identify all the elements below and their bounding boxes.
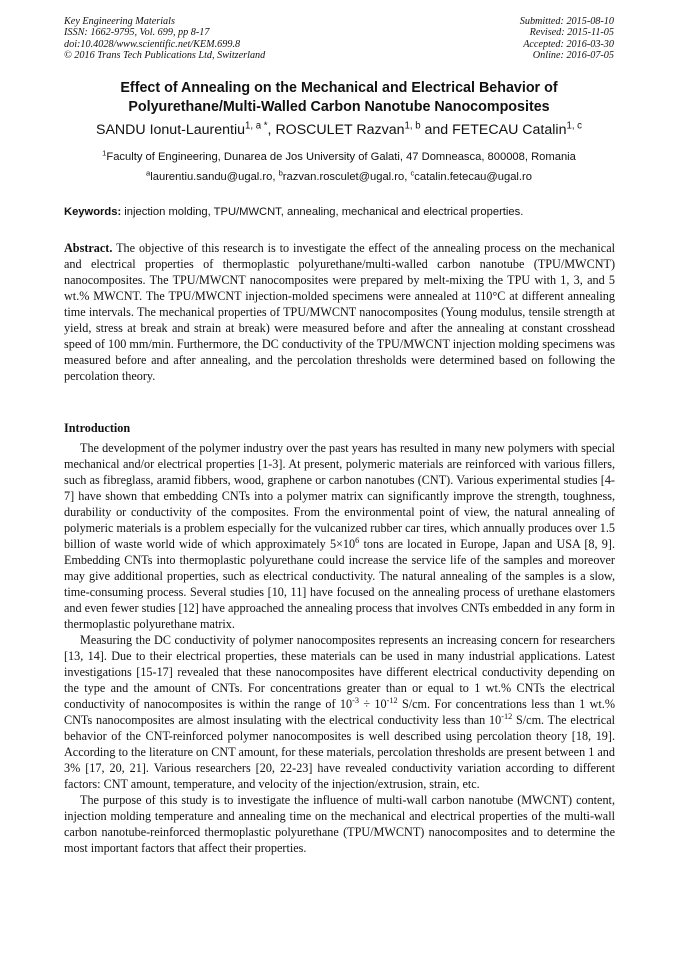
- journal-info: [64, 16, 265, 62]
- email-a-mark: a: [146, 168, 151, 178]
- author-2-affil: 1, b: [404, 120, 421, 132]
- intro-p2-text-d: S/cm. The electrical behavior of the CNT-reinforced polymer nanocomposites is well described using percolation theory [18, 19]. According to the literature on CNT amount, for these materials, percolation thresholds are present between 1 and 3% [17, 20, 21]. Various researchers [20, 22-23] have revealed conductivity variation according to different factors: CNT amount, temperature, and velocity of the injection/extrusion, strain, etc.: [64, 713, 615, 791]
- journal-copyright: © 2016 Trans Tech Publications Ltd, Switzerland: [64, 50, 266, 62]
- keywords-text: injection molding, TPU/MWCNT, annealing, mechanical and electrical properties.: [121, 206, 524, 218]
- introduction-body: [64, 440, 615, 856]
- email-c-mark: c: [410, 168, 415, 178]
- date-submitted: Submitted: 2015-08-10: [519, 16, 614, 27]
- abstract: [64, 240, 615, 384]
- date-online: Online: 2016-07-05: [532, 50, 614, 62]
- intro-p1-exponent: 6: [355, 535, 360, 545]
- affiliation: [40, 150, 638, 164]
- email-b-mark: b: [278, 168, 283, 178]
- journal-issn: ISSN: 1662-9795, Vol. 699, pp 8-17: [64, 27, 210, 39]
- author-1: SANDU Ionut-Laurentiu: [95, 122, 246, 138]
- date-accepted: Accepted: 2016-03-30: [523, 38, 614, 50]
- journal-name: Key Engineering Materials: [64, 16, 175, 27]
- author-2: ROSCULET Razvan: [275, 122, 405, 138]
- title-line-1: Effect of Annealing on the Mechanical and Electrical Behavior of: [120, 80, 558, 96]
- affiliation-text: Faculty of Engineering, Dunarea de Jos University of Galati, 47 Domneasca, 800008, Romania: [106, 151, 576, 163]
- date-revised: Revised: 2015-11-05: [529, 27, 614, 39]
- intro-paragraph-2: [64, 632, 615, 792]
- abstract-label: Abstract.: [64, 241, 113, 255]
- author-list: [40, 121, 638, 139]
- intro-paragraph-3: The purpose of this study is to investigate the influence of multi-wall carbon nanotube (MWCNT) content, injection molding temperature and annealing time on the mechanical and electrical properties of the multi-wall carbon nanotube-reinforced thermoplastic polyurethane (TPU/MWCNT) nanocomposites and to determine the most important factors that affect their properties.: [64, 793, 615, 855]
- intro-p2-exponent-3: -12: [501, 711, 513, 721]
- email-b[interactable]: razvan.rosculet@ugal.ro,: [282, 171, 411, 183]
- author-separator-2: and: [420, 122, 453, 138]
- email-a[interactable]: laurentiu.sandu@ugal.ro,: [150, 171, 279, 183]
- author-3: FETECAU Catalin: [452, 122, 567, 138]
- affiliation-mark: 1: [102, 148, 107, 158]
- intro-p2-exponent-1: -3: [352, 695, 359, 705]
- intro-p2-text-c: S/cm. For concentrations less than 1 wt.% CNTs nanocomposites are almost insulating with the electrical conductivity less than 10: [64, 697, 615, 727]
- author-separator-1: ,: [267, 122, 276, 138]
- intro-p2-exponent-2: -12: [386, 695, 398, 705]
- intro-p2-text-b: ÷ 10: [358, 697, 387, 711]
- intro-p2-text-a: Measuring the DC conductivity of polymer nanocomposites represents an increasing concern for researchers [13, 14]. Due to their electrical properties, these materials can be used in many industrial applications. Latest investigations [15-17] revealed that these nanocomposites have different electrical conductivity depending on the type and the amount of CNTs. For concentrations greater than or equal to 1 wt.% CNTs the electrical conductivity of nanocomposites is within the range of 10: [64, 633, 615, 711]
- keywords: [64, 205, 614, 219]
- publication-dates: [520, 16, 614, 62]
- keywords-label: Keywords:: [64, 206, 122, 218]
- email-c[interactable]: catalin.fetecau@ugal.ro: [414, 171, 532, 183]
- intro-p1-text-b: tons are located in Europe, Japan and USA [8, 9]. Embedding CNTs into thermoplastic polyurethane could increase the service life of the samples and moreover may give additional properties, such as electrical conductivity. The natural annealing of the samples is a slow, time-consuming process. Several studies [10, 11] have focused on the annealing process of urethane elastomers and even fewer studies [12] have approached the annealing process that involves CNTs embedded in any form in thermoplastic polyurethane matrix.: [64, 537, 615, 631]
- intro-p1-text-a: The development of the polymer industry over the past years has resulted in many new polymers with special mechanical and/or electrical properties [1-3]. At present, polymeric materials are reinforced with various fillers, such as fibreglass, aramid fibbers, wood, graphene or carbon nanotubes (CNT). Various experimental studies [4-7] have shown that embedding CNTs into a polymer matrix can significantly improve the strength, toughness, durability or conductivity of the composites. From the environmental point of view, the natural annealing of polymeric materials is a problem especially for the vulcanized rubber car tires, which annually produces over 1.5 billion of waste world wide of which approximately 5×10: [64, 441, 615, 551]
- intro-paragraph-1: [64, 440, 615, 632]
- author-1-affil: 1, a *: [245, 120, 268, 132]
- author-3-affil: 1, c: [566, 120, 583, 132]
- title-line-2: Polyurethane/Multi-Walled Carbon Nanotube Nanocomposites: [128, 99, 550, 115]
- section-heading-introduction: Introduction: [64, 421, 131, 435]
- author-emails: [40, 170, 638, 184]
- journal-doi[interactable]: doi:10.4028/www.scientific.net/KEM.699.8: [64, 38, 241, 50]
- paper-title: [40, 79, 638, 117]
- abstract-text: The objective of this research is to investigate the effect of the annealing process on the mechanical and electrical properties of thermoplastic polyurethane/multi-walled carbon nanotube (TPU/MWCNT) nanocomposites. The TPU/MWCNT nanocomposites were prepared by melt-mixing the TPU with 1, 3, and 5 wt.% MWCNT. The TPU/MWCNT injection-molded specimens were annealed at 110°C at different annealing time intervals. The mechanical properties of TPU/MWCNT nanocomposites (Young modulus, tensile strength at yield, stress at break and strain at break) were measured before and after the annealing at constant crosshead speed of 100 mm/min. Furthermore, the DC conductivity of the TPU/MWCNT injection molding specimens was measured before and after annealing, and the percolation thresholds were determined based on following the percolation theory.: [64, 241, 615, 383]
